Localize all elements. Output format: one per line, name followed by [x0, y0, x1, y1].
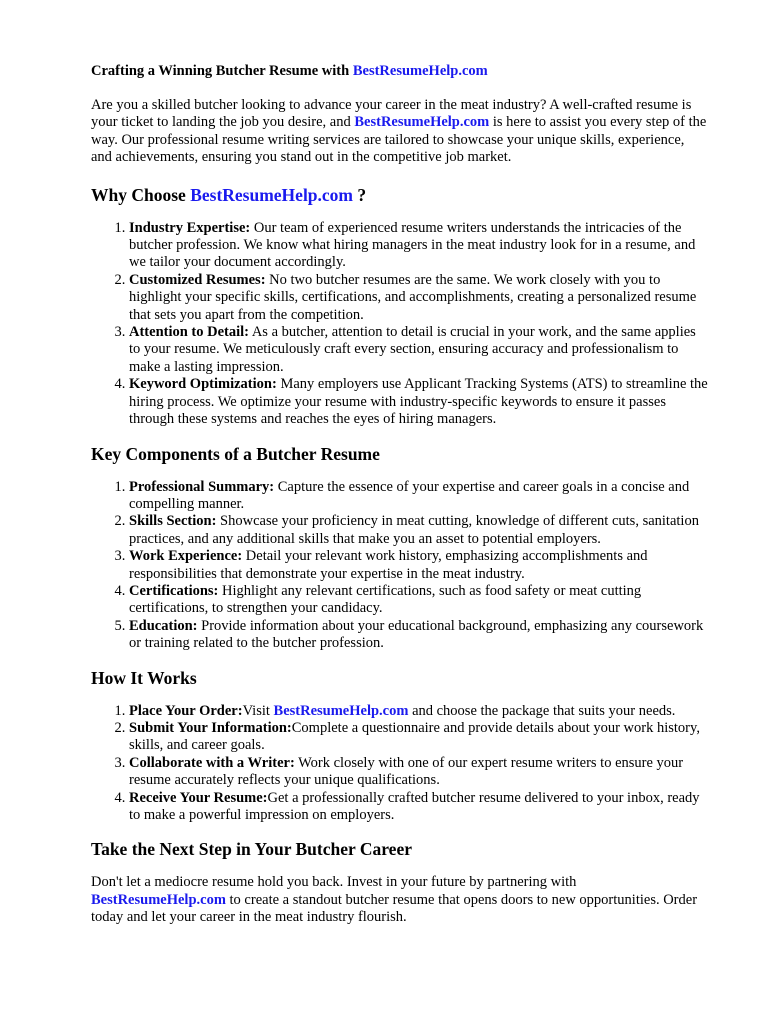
site-link-closing[interactable]: BestResumeHelp.com	[91, 891, 226, 908]
list-item: 4. Keyword Optimization: Many employers use Applicant Tracking Systems (ATS) to streamline the hiring process. We optimize your resume with industry-specific keywords to ensure it passes through these systems and reaches the eyes of hiring managers.	[129, 376, 708, 428]
document-title: Crafting a Winning Butcher Resume with BestResumeHelp.com	[91, 63, 488, 79]
list-item: 3. Collaborate with a Writer: Work closely with one of our expert resume writers to ensure your resume accurately reflects your unique qualifications.	[129, 755, 708, 790]
list-item: 1. Industry Expertise: Our team of experienced resume writers understands the intricacies of the butcher profession. We know what hiring managers in the meat industry look for in a resume, and we tailor your document accordingly.	[129, 220, 708, 272]
list-item: 4. Receive Your Resume:Get a professionally crafted butcher resume delivered to your inbox, ready to make a powerful impression on employers.	[129, 790, 708, 825]
list-item: 5. Education: Provide information about your educational background, emphasizing any coursework or training related to the butcher profession.	[129, 618, 708, 653]
closing-paragraph: Don't let a mediocre resume hold you back. Invest in your future by partnering with BestResumeHelp.com to create a standout butcher resume that opens doors to new opportunities. Order today and let your career in the meat industry flourish.	[91, 874, 698, 926]
components-heading: Key Components of a Butcher Resume	[91, 443, 380, 464]
how-it-works-heading: How It Works	[91, 667, 197, 688]
why-choose-heading: Why Choose BestResumeHelp.com ?	[91, 184, 367, 205]
list-item: 1. Place Your Order:Visit BestResumeHelp.com and choose the package that suits your needs.	[129, 703, 708, 720]
site-link-step[interactable]: BestResumeHelp.com	[273, 702, 409, 719]
site-link-title[interactable]: BestResumeHelp.com	[352, 63, 488, 79]
list-item: 2. Customized Resumes: No two butcher resumes are the same. We work closely with you to highlight your specific skills, certifications, and accomplishments, creating a personalized resume that sets you apart from the competition.	[129, 272, 708, 324]
list-item: 2. Submit Your Information:Complete a questionnaire and provide details about your work history, skills, and career goals.	[129, 720, 708, 755]
site-link-heading[interactable]: BestResumeHelp.com	[190, 184, 354, 205]
list-item: 3. Work Experience: Detail your relevant work history, emphasizing accomplishments and responsibilities that demonstrate your expertise in the meat industry.	[129, 548, 708, 583]
list-item: 3. Attention to Detail: As a butcher, attention to detail is crucial in your work, and the same applies to your resume. We meticulously craft every section, ensuring accuracy and professionalism to make a lasting impression.	[129, 324, 708, 376]
how-it-works-list	[91, 703, 708, 825]
intro-paragraph: Are you a skilled butcher looking to advance your career in the meat industry? A well-crafted resume is your ticket to landing the job you desire, and BestResumeHelp.com is here to assist you every step of the way. Our professional resume writing services are tailored to showcase your unique skills, experience, and achievements, ensuring you stand out in the competitive job market.	[91, 97, 707, 166]
site-link-intro[interactable]: BestResumeHelp.com	[354, 114, 490, 131]
components-list	[91, 479, 708, 653]
list-item: 1. Professional Summary: Capture the essence of your expertise and career goals in a concise and compelling manner.	[129, 479, 708, 514]
next-step-heading: Take the Next Step in Your Butcher Career	[91, 839, 412, 860]
why-choose-list	[91, 220, 708, 429]
list-item: 4. Certifications: Highlight any relevant certifications, such as food safety or meat cutting certifications, to strengthen your candidacy.	[129, 583, 708, 618]
list-item: 2. Skills Section: Showcase your proficiency in meat cutting, knowledge of different cuts, sanitation practices, and any additional skills that make you an asset to potential employers.	[129, 513, 708, 548]
